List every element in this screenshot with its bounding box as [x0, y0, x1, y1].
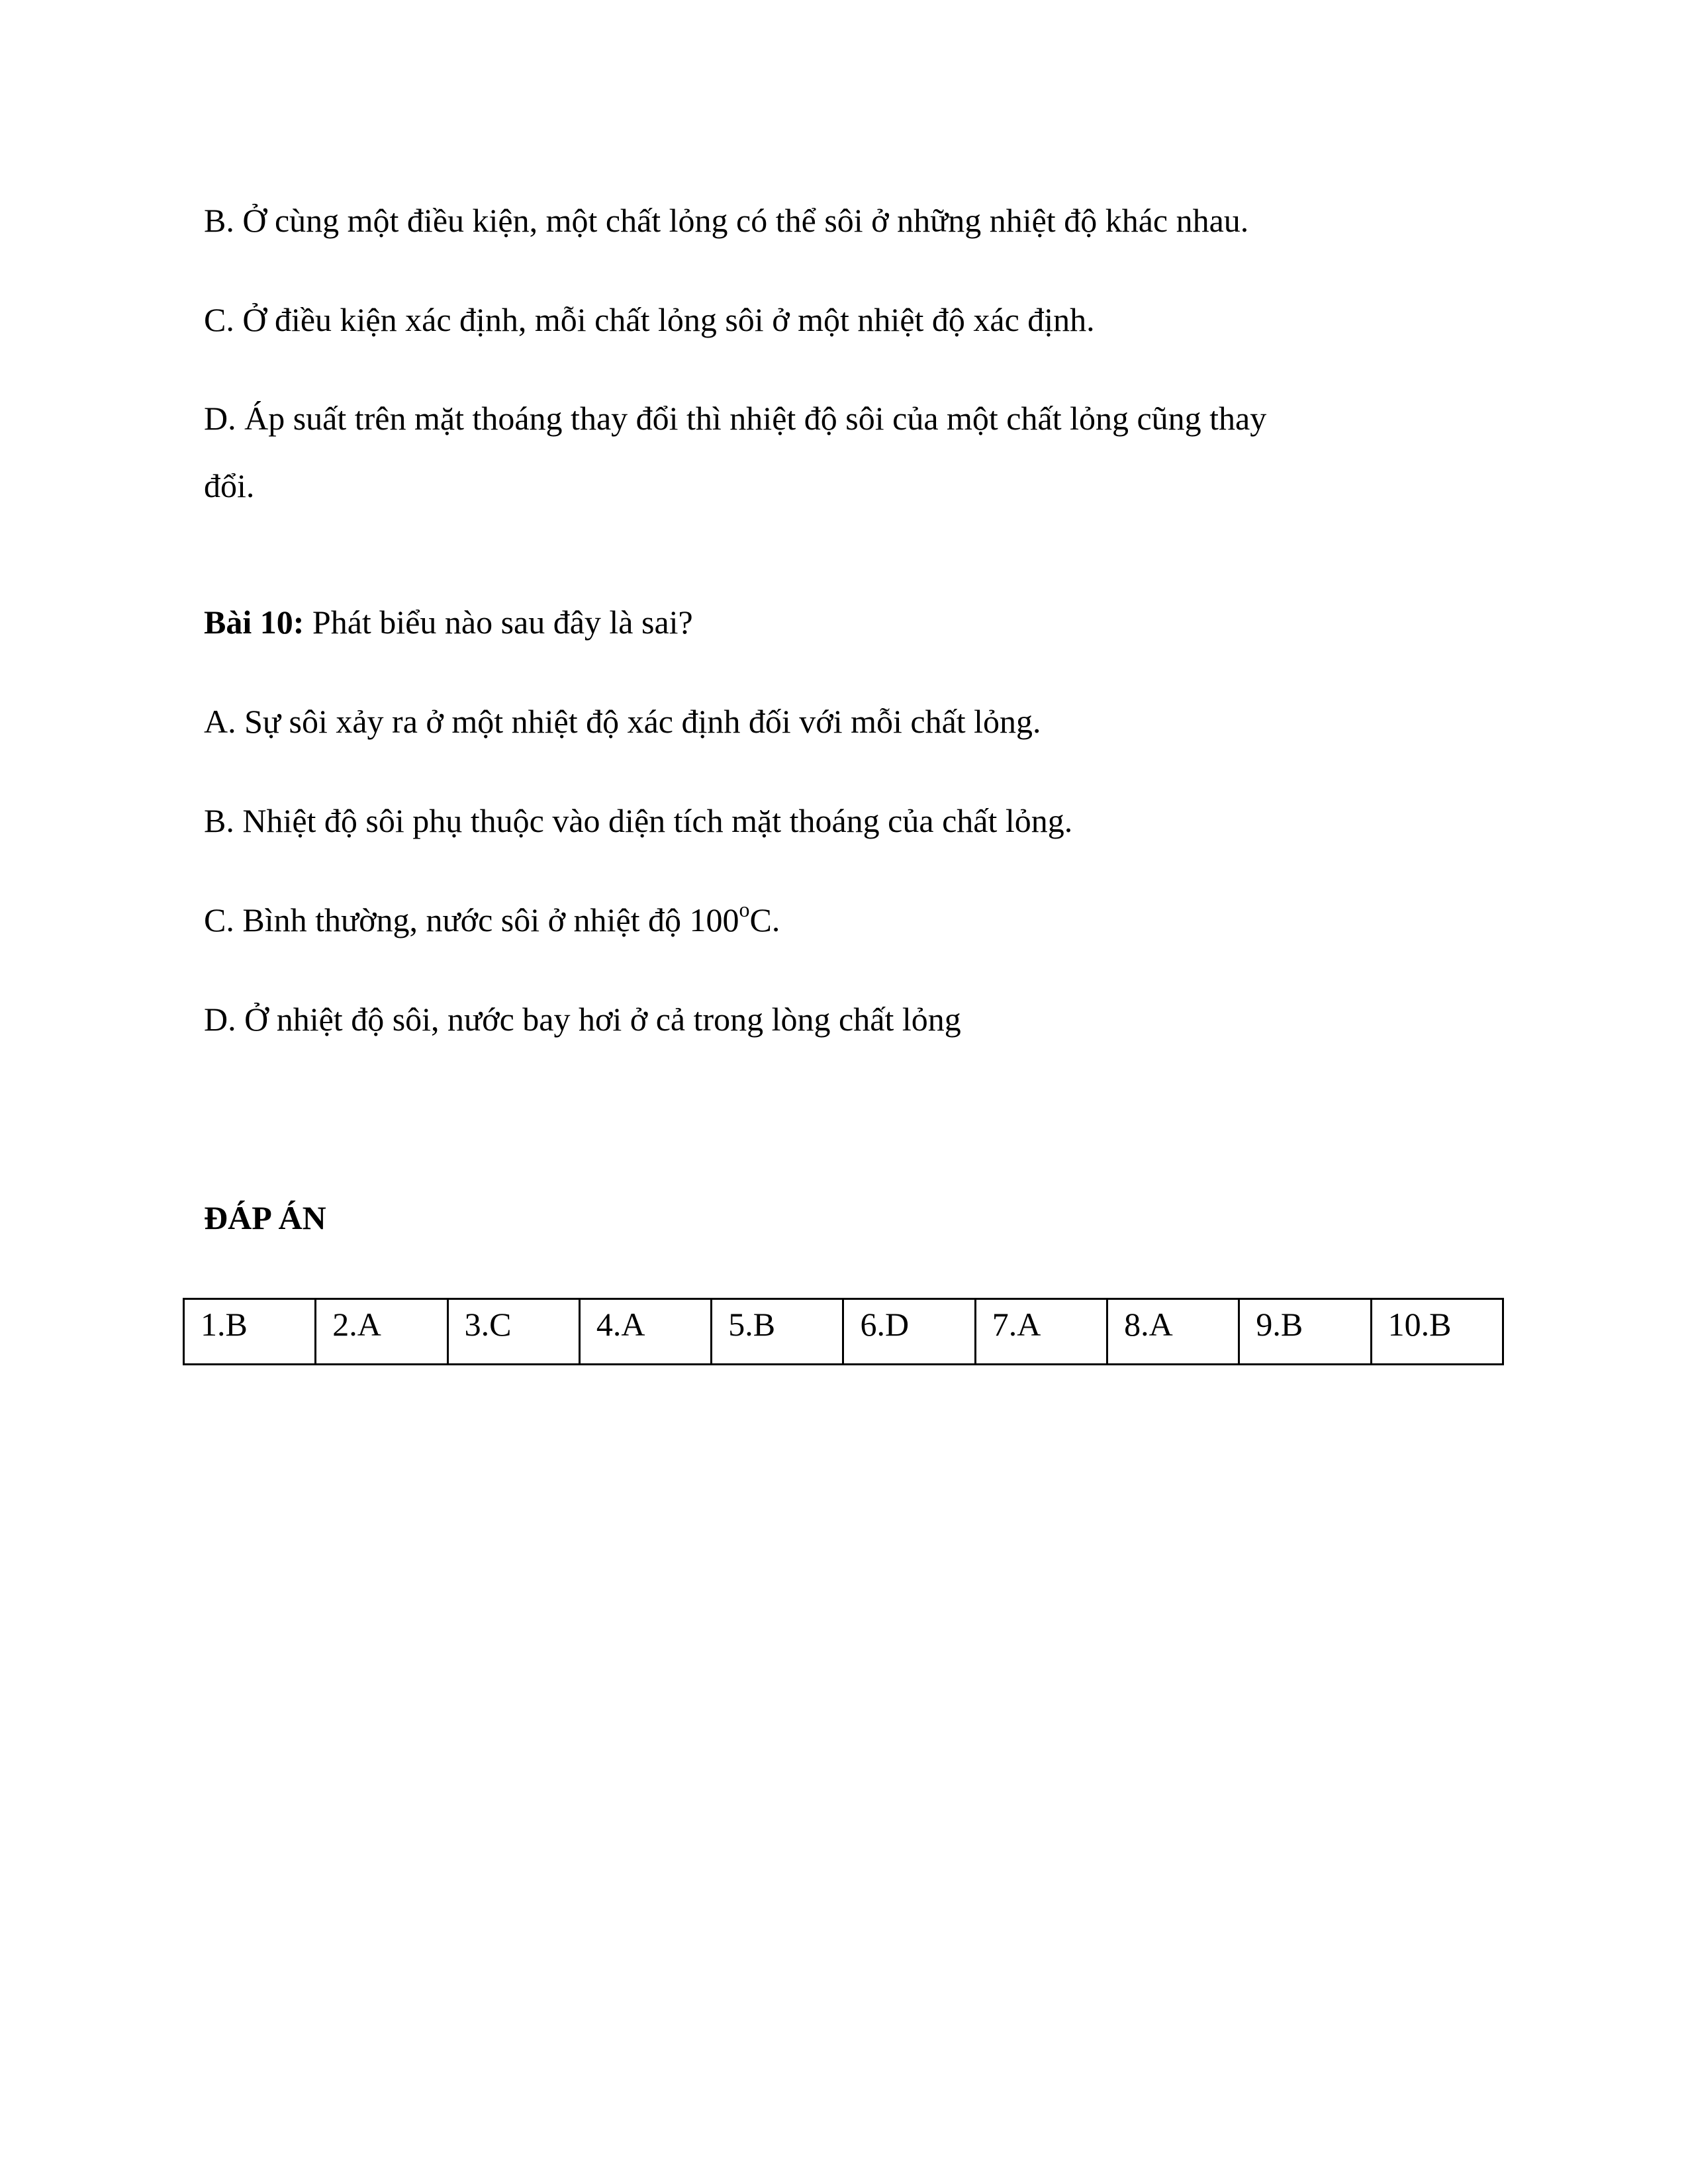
q9-option-d-line2: đổi. [204, 467, 255, 504]
q10-label: Bài 10: [204, 604, 305, 641]
degree-superscript: o [739, 897, 750, 922]
q10-option-c-suffix: C. [749, 901, 780, 938]
q10-question-text: Phát biểu nào sau đây là sai? [304, 604, 693, 641]
q10-question [204, 602, 693, 642]
q10-option-d: D. Ở nhiệt độ sôi, nước bay hơi ở cả trong lòng chất lỏng [204, 1001, 961, 1038]
q9-option-b: B. Ở cùng một điều kiện, một chất lỏng có thể sôi ở những nhiệt độ khác nhau. [204, 202, 1249, 239]
q10-option-a: A. Sự sôi xảy ra ở một nhiệt độ xác định đối với mỗi chất lỏng. [204, 703, 1041, 740]
q9-option-d-line1: D. Áp suất trên mặt thoáng thay đổi thì nhiệt độ sôi của một chất lỏng cũng thay [204, 400, 1267, 437]
answer-heading: ĐÁP ÁN [204, 1199, 326, 1236]
answer-cell: 10.B [1371, 1299, 1503, 1365]
answer-cell: 9.B [1239, 1299, 1371, 1365]
answer-cell: 6.D [843, 1299, 975, 1365]
answer-cell: 2.A [316, 1299, 447, 1365]
q10-option-c-prefix: C. Bình thường, nước sôi ở nhiệt độ 100 [204, 901, 739, 938]
answer-cell: 7.A [975, 1299, 1107, 1365]
answer-table [183, 1298, 1504, 1365]
answer-cell: 5.B [712, 1299, 843, 1365]
answer-cell: 8.A [1107, 1299, 1239, 1365]
answer-cell: 4.A [579, 1299, 711, 1365]
q10-option-c [204, 897, 780, 940]
q9-option-c: C. Ở điều kiện xác định, mỗi chất lỏng sôi ở một nhiệt độ xác định. [204, 301, 1095, 338]
answer-cell: 1.B [184, 1299, 316, 1365]
answer-cell: 3.C [447, 1299, 579, 1365]
answer-row [184, 1299, 1503, 1365]
q10-option-b: B. Nhiệt độ sôi phụ thuộc vào diện tích mặt thoáng của chất lỏng. [204, 802, 1073, 839]
